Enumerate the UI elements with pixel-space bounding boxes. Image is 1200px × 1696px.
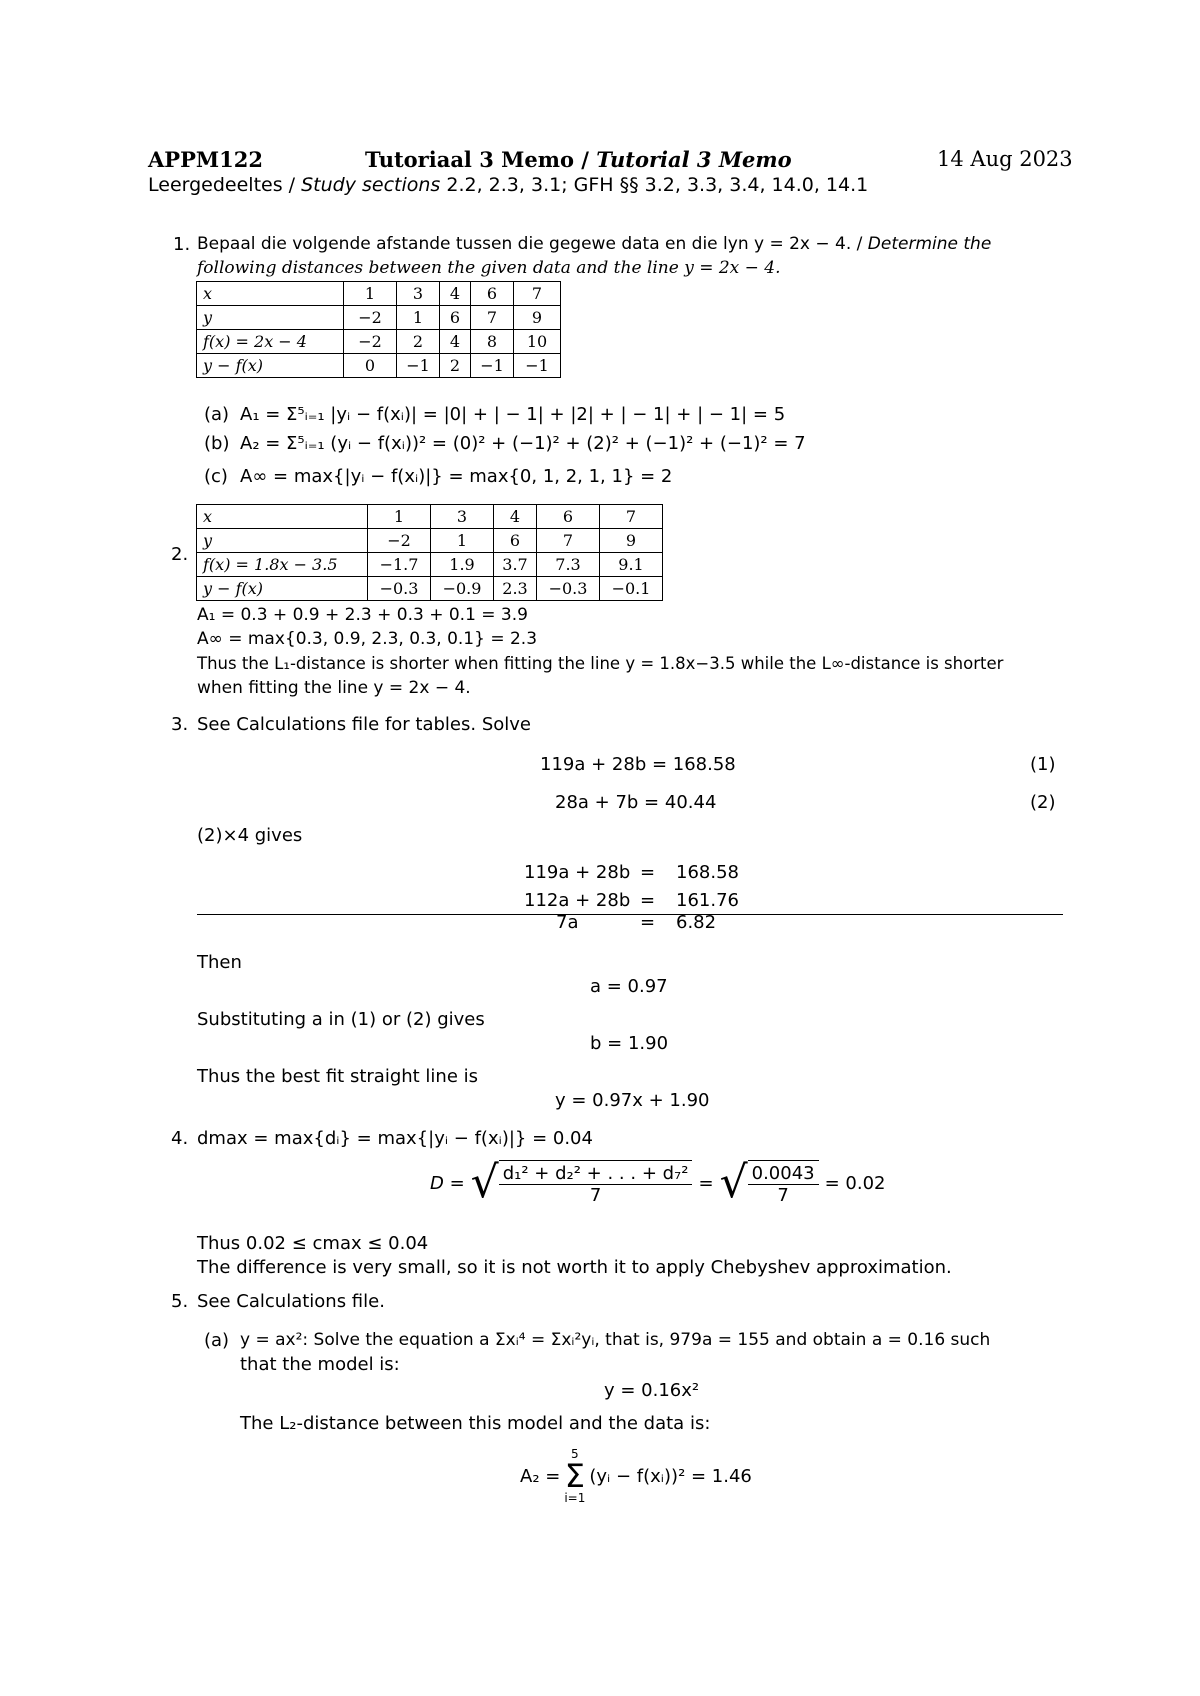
table-cell: y (197, 529, 368, 553)
q5-a-text1: y = ax²: Solve the equation a Σxᵢ⁴ = Σxᵢ²yᵢ, that is, 979a = 155 and obtain a = 0.16 such (240, 1330, 991, 1350)
q1-text-af: Bepaal die volgende afstande tussen die gegewe data en die lyn y = 2x − 4. / (197, 234, 868, 254)
q4-dmax: dmax = max{dᵢ} = max{|yᵢ − f(xᵢ)|} = 0.04 (197, 1128, 593, 1149)
q1-c-formula: A∞ = max{|yᵢ − f(xᵢ)|} = max{0, 1, 2, 1, 1} = 2 (240, 466, 673, 487)
q2-line2: A∞ = max{0.3, 0.9, 2.3, 0.3, 0.1} = 2.3 (197, 629, 538, 649)
table-row (197, 577, 663, 601)
study-af: Leergedeeltes / (148, 174, 302, 196)
q1-table (196, 281, 561, 378)
q3-b-value: b = 1.90 (590, 1033, 669, 1054)
table-cell: 1 (344, 282, 397, 306)
q3-substitute: Substituting a in (1) or (2) gives (197, 1009, 485, 1030)
sqrt-symbol: √ $\frac{0.0043}{7}$ (720, 1160, 819, 1206)
table-row (197, 306, 561, 330)
table-row (197, 553, 663, 577)
table-cell: 4 (440, 330, 471, 354)
q3-line: y = 0.97x + 1.90 (555, 1090, 710, 1111)
table-cell: x (197, 505, 368, 529)
q5-A2-lhs: A₂ = (520, 1465, 561, 1487)
q3-row3-right: 6.82 (676, 912, 717, 933)
table-cell: 9 (600, 529, 663, 553)
q3-row2-op: = (640, 890, 656, 911)
table-cell: 6 (440, 306, 471, 330)
table-cell: 1 (431, 529, 494, 553)
table-cell: y − f(x) (197, 577, 368, 601)
table-row (197, 282, 561, 306)
q4-result: = 0.02 (824, 1172, 886, 1194)
table-cell: 9.1 (600, 553, 663, 577)
q3-row1-op: = (640, 862, 656, 883)
q3-row1-right: 168.58 (676, 862, 739, 883)
table-cell: f(x) = 2x − 4 (197, 330, 344, 354)
table-cell: 4 (440, 282, 471, 306)
q3-row2-right: 161.76 (676, 890, 739, 911)
q1-a-formula: A₁ = Σ⁵ᵢ₌₁ |yᵢ − f(xᵢ)| = |0| + | − 1| + |2| + | − 1| + | − 1| = 5 (240, 404, 786, 425)
q3-intro: See Calculations file for tables. Solve (197, 714, 531, 735)
sum-upper: 5 (571, 1447, 579, 1461)
table-cell: 7 (471, 306, 514, 330)
q4-denominator-1: 7 (589, 1185, 602, 1206)
q1-b-formula: A₂ = Σ⁵ᵢ₌₁ (yᵢ − f(xᵢ))² = (0)² + (−1)² + (2)² + (−1)² + (−1)² = 7 (240, 433, 806, 454)
table-cell: f(x) = 1.8x − 3.5 (197, 553, 368, 577)
table-cell: 7 (514, 282, 561, 306)
sqrt-symbol: √ $\frac{\text{d₁² + d₂² + . . . + d₇²}}{7}$ (471, 1160, 693, 1206)
q3-row3-op: = (640, 912, 656, 933)
page-title (365, 147, 792, 172)
table-cell: 2 (440, 354, 471, 378)
table-cell: x (197, 282, 344, 306)
table-cell: 2 (397, 330, 440, 354)
study-sections (148, 174, 868, 196)
table-cell: −2 (344, 330, 397, 354)
table-cell: y (197, 306, 344, 330)
table-cell: 9 (514, 306, 561, 330)
study-rest: 2.2, 2.3, 3.1; GFH §§ 3.2, 3.3, 3.4, 14.0, 14.1 (440, 174, 869, 196)
table-cell: 3.7 (494, 553, 537, 577)
q3-eq1-number: (1) (1030, 754, 1056, 775)
q4-fraction-2 (748, 1160, 819, 1206)
q3-subtraction-rule (197, 914, 1063, 915)
table-cell: 0 (344, 354, 397, 378)
q4-numerator-2: 0.0043 (748, 1163, 819, 1185)
table-cell: y − f(x) (197, 354, 344, 378)
table-cell: −1.7 (368, 553, 431, 577)
q3-best-fit: Thus the best fit straight line is (197, 1066, 479, 1087)
q4-number: 4. (171, 1128, 189, 1149)
q3-then: Then (197, 952, 242, 973)
q5-model: y = 0.16x² (604, 1380, 700, 1401)
q4-difference: The difference is very small, so it is not worth it to apply Chebyshev approximation. (197, 1257, 952, 1278)
q3-eq2-number: (2) (1030, 792, 1056, 813)
table-cell: 4 (494, 505, 537, 529)
q2-line4: when fitting the line y = 2x − 4. (197, 678, 471, 698)
table-cell: 7 (600, 505, 663, 529)
table-cell: −1 (471, 354, 514, 378)
q2-number: 2. (171, 544, 189, 565)
q2-line3: Thus the L₁-distance is shorter when fitting the line y = 1.8x−3.5 while the L∞-distance is shorter (197, 654, 1004, 673)
summation (564, 1448, 585, 1504)
q1-text-line2: following distances between the given data and the line y = 2x − 4. (197, 258, 781, 278)
table-row (197, 529, 663, 553)
q1-text-en: Determine the (867, 234, 992, 254)
table-cell: 3 (431, 505, 494, 529)
q1-c-label: (c) (204, 466, 228, 487)
table-cell: 1 (368, 505, 431, 529)
q5-A2-formula (520, 1448, 752, 1504)
q3-eq1: 119a + 28b = 168.58 (540, 754, 736, 775)
table-cell: 7 (537, 529, 600, 553)
q5-number: 5. (171, 1291, 189, 1312)
q5-A2-body: (yᵢ − f(xᵢ))² = 1.46 (589, 1465, 752, 1487)
q1-a-label: (a) (204, 404, 230, 425)
q3-row3-left: 7a (556, 912, 579, 933)
table-cell: −0.1 (600, 577, 663, 601)
q3-row2-left: 112a + 28b (524, 890, 631, 911)
table-cell: 1 (397, 306, 440, 330)
q1-b-label: (b) (204, 433, 230, 454)
q5-a-text2: that the model is: (240, 1354, 400, 1375)
table-cell: −1 (397, 354, 440, 378)
q3-row1-left: 119a + 28b (524, 862, 631, 883)
table-cell: −2 (368, 529, 431, 553)
q2-line1: A₁ = 0.3 + 0.9 + 2.3 + 0.3 + 0.1 = 3.9 (197, 605, 528, 625)
table-cell: 1.9 (431, 553, 494, 577)
q3-a-value: a = 0.97 (590, 976, 668, 997)
page-date: 14 Aug 2023 (937, 147, 1073, 171)
table-row (197, 354, 561, 378)
table-cell: 8 (471, 330, 514, 354)
table-cell: −0.3 (368, 577, 431, 601)
study-en: Study sections (301, 174, 441, 196)
table-cell: 6 (537, 505, 600, 529)
q5-l2-text: The L₂-distance between this model and the data is: (240, 1413, 711, 1434)
table-cell: 6 (494, 529, 537, 553)
q3-gives: (2)×4 gives (197, 825, 303, 846)
q4-equals: = (698, 1172, 714, 1194)
title-af: Tutoriaal 3 Memo / (365, 147, 597, 172)
table-cell: −0.9 (431, 577, 494, 601)
table-cell: 6 (471, 282, 514, 306)
q3-eq2: 28a + 7b = 40.44 (555, 792, 717, 813)
course-code: APPM122 (148, 147, 263, 172)
q1-text-line1 (197, 234, 991, 254)
table-cell: 2.3 (494, 577, 537, 601)
q4-D-lhs: D = (430, 1172, 465, 1194)
q5-a-label: (a) (204, 1330, 230, 1351)
table-row (197, 330, 561, 354)
q4-D-formula (430, 1157, 886, 1208)
q5-intro: See Calculations file. (197, 1291, 385, 1312)
table-cell: −0.3 (537, 577, 600, 601)
table-cell: 7.3 (537, 553, 600, 577)
table-row (197, 505, 663, 529)
q4-numerator-1: d₁² + d₂² + . . . + d₇² (499, 1163, 693, 1185)
table-cell: 3 (397, 282, 440, 306)
sum-lower: i=1 (564, 1491, 586, 1505)
table-cell: 10 (514, 330, 561, 354)
q2-table (196, 504, 663, 601)
q4-thus: Thus 0.02 ≤ cmax ≤ 0.04 (197, 1233, 429, 1254)
table-cell: −1 (514, 354, 561, 378)
q4-fraction-1 (499, 1160, 693, 1206)
q4-denominator-2: 7 (777, 1185, 789, 1206)
q1-number: 1. (173, 234, 191, 255)
sum-symbol: Σ (564, 1457, 585, 1495)
table-cell: −2 (344, 306, 397, 330)
title-en: Tutorial 3 Memo (596, 147, 792, 172)
q3-number: 3. (171, 714, 189, 735)
